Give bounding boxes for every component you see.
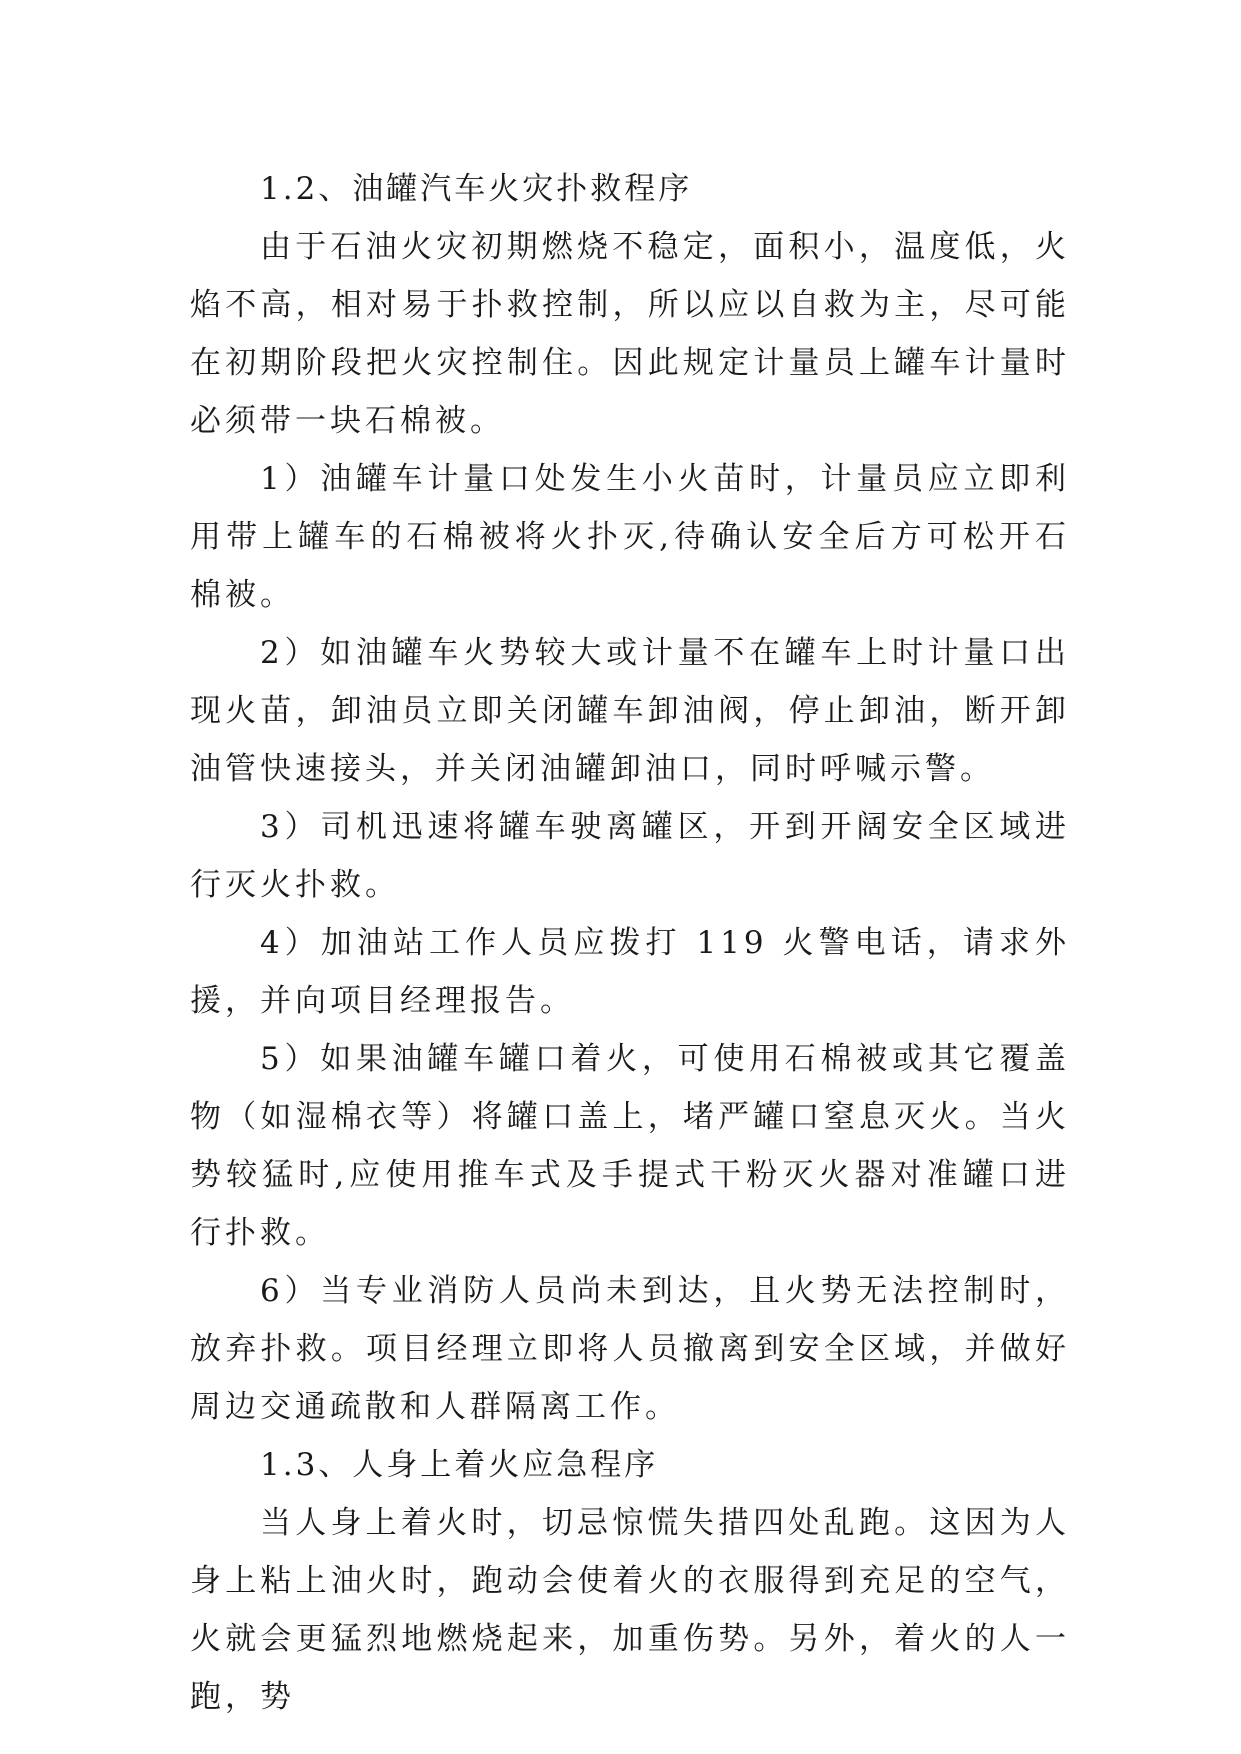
paragraph-step-5: 5）如果油罐车罐口着火，可使用石棉被或其它覆盖物（如湿棉衣等）将罐口盖上，堵严罐口窒息灭火。当火势较猛时,应使用推车式及手提式干粉灭火器对准罐口进行扑救。 — [190, 1041, 1070, 1251]
document-body — [190, 160, 1070, 1726]
section-heading-1-3: 1.3、人身上着火应急程序 — [260, 1447, 659, 1483]
paragraph-step-3: 3）司机迅速将罐车驶离罐区，开到开阔安全区域进行灭火扑救。 — [190, 809, 1070, 903]
paragraph-step-4: 4）加油站工作人员应拨打 119 火警电话，请求外援，并向项目经理报告。 — [190, 925, 1070, 1019]
paragraph-body-fire: 当人身上着火时，切忌惊慌失措四处乱跑。这因为人身上粘上油火时，跑动会使着火的衣服得到充足的空气，火就会更猛烈地燃烧起来，加重伤势。另外，着火的人一跑，势 — [190, 1505, 1070, 1715]
section-heading-1-2: 1.2、油罐汽车火灾扑救程序 — [260, 171, 693, 207]
paragraph-step-2: 2）如油罐车火势较大或计量不在罐车上时计量口出现火苗，卸油员立即关闭罐车卸油阀，停止卸油，断开卸油管快速接头，并关闭油罐卸油口，同时呼喊示警。 — [190, 635, 1070, 787]
paragraph-intro: 由于石油火灾初期燃烧不稳定，面积小，温度低，火焰不高，相对易于扑救控制，所以应以自救为主，尽可能在初期阶段把火灾控制住。因此规定计量员上罐车计量时必须带一块石棉被。 — [190, 229, 1070, 439]
paragraph-step-1: 1）油罐车计量口处发生小火苗时，计量员应立即利用带上罐车的石棉被将火扑灭,待确认安全后方可松开石棉被。 — [190, 461, 1070, 613]
paragraph-step-6: 6）当专业消防人员尚未到达，且火势无法控制时，放弃扑救。项目经理立即将人员撤离到安全区域，并做好周边交通疏散和人群隔离工作。 — [190, 1273, 1070, 1425]
